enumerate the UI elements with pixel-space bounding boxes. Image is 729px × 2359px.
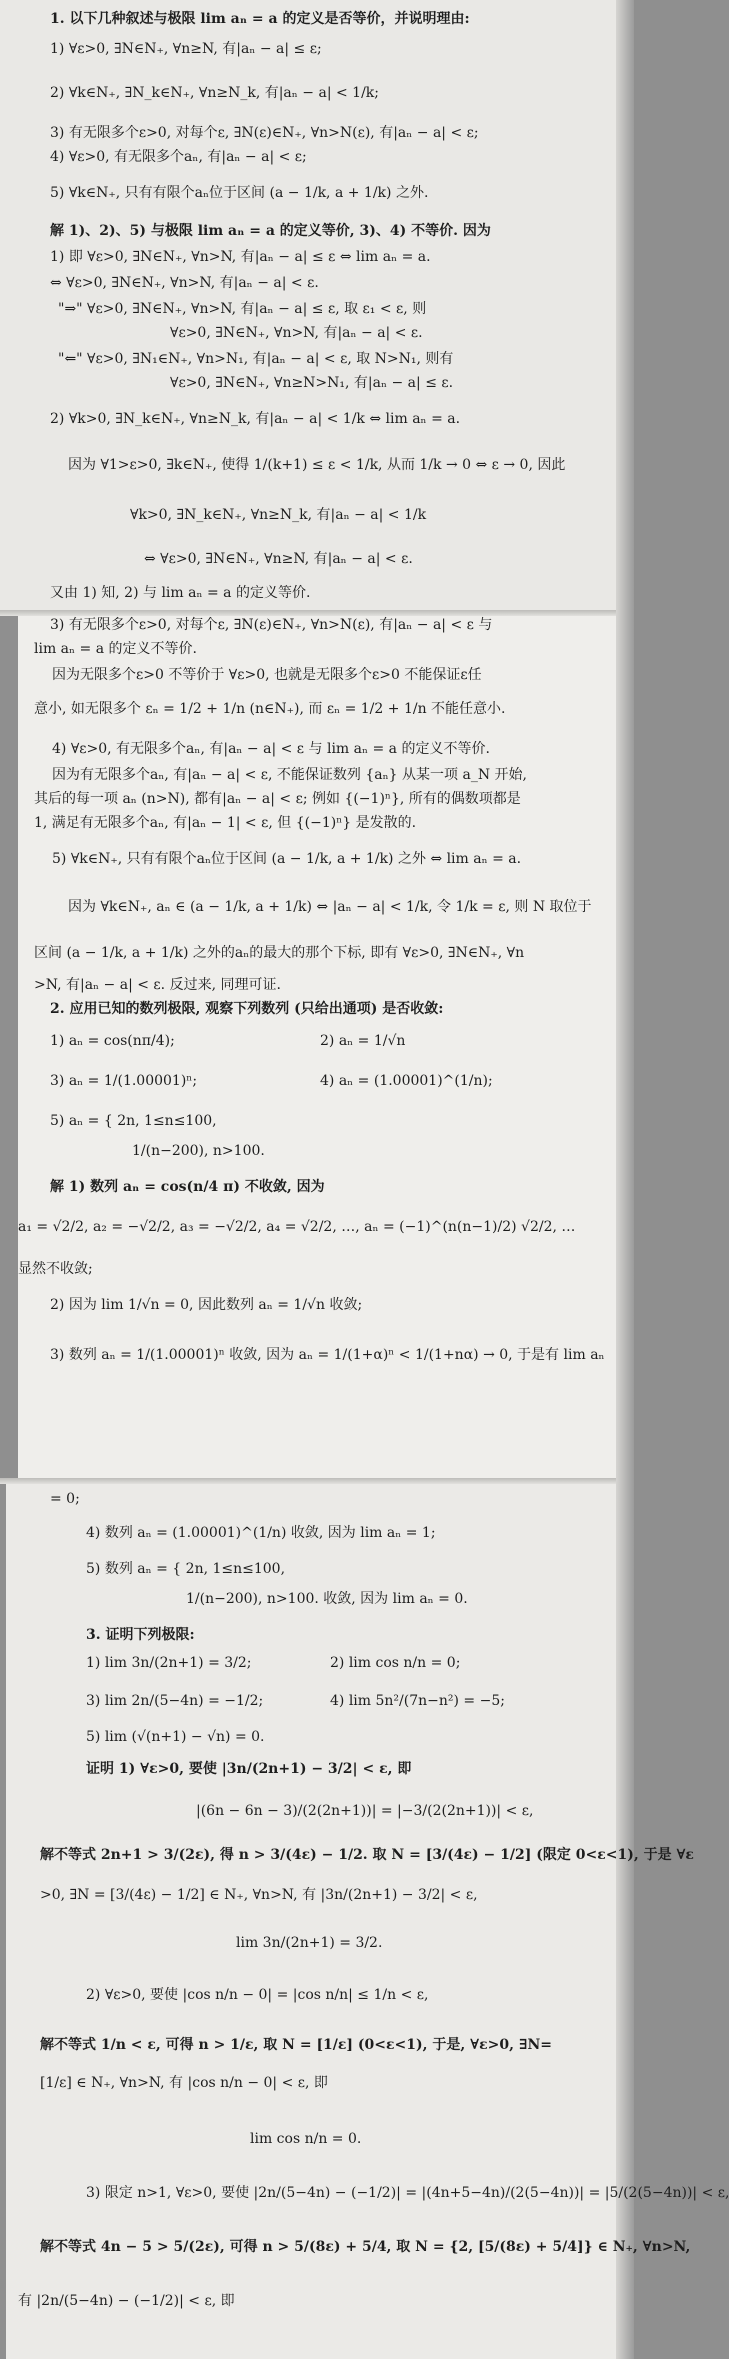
text-line: >0, ∃N = [3/(4ε) − 1/2] ∈ N₊, ∀n>N, 有 |3n/(2n+1) − 3/2| < ε, xyxy=(40,1887,478,1903)
text-line: ⇔ ∀ε>0, ∃N∈N₊, ∀n>N, 有|aₙ − a| < ε. xyxy=(50,275,319,291)
text-line: 3) lim 2n/(5−4n) = −1/2; xyxy=(86,1693,264,1709)
text-line: 2) lim cos n/n = 0; xyxy=(330,1655,461,1671)
text-line: |(6n − 6n − 3)/(2(2n+1))| = |−3/(2(2n+1))| < ε, xyxy=(196,1803,534,1819)
text-line: 其后的每一项 aₙ (n>N), 都有|aₙ − a| < ε; 例如 {(−1)ⁿ}, 所有的偶数项都是 xyxy=(34,791,521,807)
text-line: 解不等式 1/n < ε, 可得 n > 1/ε, 取 N = [1/ε] (0<ε<1), 于是, ∀ε>0, ∃N= xyxy=(40,2037,553,2053)
text-line: 5) lim (√(n+1) − √n) = 0. xyxy=(86,1729,265,1745)
text-line: 因为无限多个ε>0 不等价于 ∀ε>0, 也就是无限多个ε>0 不能保证ε任 xyxy=(52,667,482,683)
text-line: 又由 1) 知, 2) 与 lim aₙ = a 的定义等价. xyxy=(50,585,311,601)
text-line: 3) 有无限多个ε>0, 对每个ε, ∃N(ε)∈N₊, ∀n>N(ε), 有|aₙ − a| < ε; xyxy=(50,125,479,141)
text-line: 5) aₙ = { 2n, 1≤n≤100, xyxy=(50,1113,217,1129)
text-line: lim cos n/n = 0. xyxy=(250,2131,362,2147)
text-line: 1/(n−200), n>100. xyxy=(132,1143,265,1159)
scan-strip-bottom xyxy=(6,1482,634,2359)
text-line: 解 1) 数列 aₙ = cos(n/4 π) 不收敛, 因为 xyxy=(50,1179,325,1195)
text-line: 1. 以下几种叙述与极限 lim aₙ = a 的定义是否等价，并说明理由: xyxy=(50,11,470,27)
text-line: 3) aₙ = 1/(1.00001)ⁿ; xyxy=(50,1073,198,1089)
text-line: 2) 因为 lim 1/√n = 0, 因此数列 aₙ = 1/√n 收敛; xyxy=(50,1297,363,1313)
text-line: 证明 1) ∀ε>0, 要使 |3n/(2n+1) − 3/2| < ε, 即 xyxy=(86,1761,412,1777)
text-line: 显然不收敛; xyxy=(18,1261,93,1277)
text-line: ⇔ ∀ε>0, ∃N∈N₊, ∀n≥N, 有|aₙ − a| < ε. xyxy=(144,551,413,567)
text-line: lim 3n/(2n+1) = 3/2. xyxy=(236,1935,383,1951)
text-line: 解不等式 2n+1 > 3/(2ε), 得 n > 3/(4ε) − 1/2. 取 N = [3/(4ε) − 1/2] (限定 0<ε<1), 于是 ∀ε xyxy=(40,1847,694,1863)
text-line: 5) 数列 aₙ = { 2n, 1≤n≤100, xyxy=(86,1561,286,1577)
text-line: 4) ∀ε>0, 有无限多个aₙ, 有|aₙ − a| < ε 与 lim aₙ = a 的定义不等价. xyxy=(52,741,490,757)
text-line: 3) 数列 aₙ = 1/(1.00001)ⁿ 收敛, 因为 aₙ = 1/(1+α)ⁿ < 1/(1+nα) → 0, 于是有 lim aₙ xyxy=(50,1347,605,1363)
text-line: a₁ = √2/2, a₂ = −√2/2, a₃ = −√2/2, a₄ = √2/2, …, aₙ = (−1)^(n(n−1)/2) √2/2, … xyxy=(18,1219,576,1235)
text-line: 解 1)、2)、5) 与极限 lim aₙ = a 的定义等价, 3)、4) 不等价. 因为 xyxy=(50,223,491,239)
text-line: [1/ε] ∈ N₊, ∀n>N, 有 |cos n/n − 0| < ε, 即 xyxy=(40,2075,328,2091)
text-line: ∀ε>0, ∃N∈N₊, ∀n>N, 有|aₙ − a| < ε. xyxy=(170,325,423,341)
text-line: 解不等式 4n − 5 > 5/(2ε), 可得 n > 5/(8ε) + 5/4, 取 N = {2, [5/(8ε) + 5/4]} ∈ N₊, ∀n>N, xyxy=(40,2239,691,2255)
text-line: "⇐" ∀ε>0, ∃N₁∈N₊, ∀n>N₁, 有|aₙ − a| < ε, 取 N>N₁, 则有 xyxy=(58,351,454,367)
text-line: 1/(n−200), n>100. 收敛, 因为 lim aₙ = 0. xyxy=(186,1591,468,1607)
text-line: 5) ∀k∈N₊, 只有有限个aₙ位于区间 (a − 1/k, a + 1/k) 之外 ⇔ lim aₙ = a. xyxy=(52,851,522,867)
text-line: 5) ∀k∈N₊, 只有有限个aₙ位于区间 (a − 1/k, a + 1/k) 之外. xyxy=(50,185,429,201)
text-line: 2) aₙ = 1/√n xyxy=(320,1033,406,1049)
text-line: 因为 ∀k∈N₊, aₙ ∈ (a − 1/k, a + 1/k) ⇔ |aₙ − a| < 1/k, 令 1/k = ε, 则 N 取位于 xyxy=(68,899,592,915)
text-line: 1, 满足有无限多个aₙ, 有|aₙ − 1| < ε, 但 {(−1)ⁿ} 是发散的. xyxy=(34,815,417,831)
text-line: 2) ∀k∈N₊, ∃N_k∈N₊, ∀n≥N_k, 有|aₙ − a| < 1/k; xyxy=(50,85,379,101)
text-line: ∀ε>0, ∃N∈N₊, ∀n≥N>N₁, 有|aₙ − a| ≤ ε. xyxy=(170,375,454,391)
text-line: 1) 即 ∀ε>0, ∃N∈N₊, ∀n>N, 有|aₙ − a| ≤ ε ⇔ lim aₙ = a. xyxy=(50,249,431,265)
text-line: 3) 限定 n>1, ∀ε>0, 要使 |2n/(5−4n) − (−1/2)| = |(4n+5−4n)/(2(5−4n))| = |5/(2(5−4n))| < ε, xyxy=(86,2185,729,2201)
page-edge-shadow xyxy=(616,0,634,2359)
text-line: 4) aₙ = (1.00001)^(1/n); xyxy=(320,1073,493,1089)
text-line: 因为有无限多个aₙ, 有|aₙ − a| < ε, 不能保证数列 {aₙ} 从某一项 a_N 开始, xyxy=(52,767,527,783)
text-line: = 0; xyxy=(50,1491,80,1507)
page-fold xyxy=(0,1478,634,1484)
text-line: 3. 证明下列极限: xyxy=(86,1627,195,1643)
text-line: 有 |2n/(5−4n) − (−1/2)| < ε, 即 xyxy=(18,2293,235,2309)
text-line: 1) lim 3n/(2n+1) = 3/2; xyxy=(86,1655,252,1671)
text-line: "⇒" ∀ε>0, ∃N∈N₊, ∀n>N, 有|aₙ − a| ≤ ε, 取 ε₁ < ε, 则 xyxy=(58,301,427,317)
text-line: 区间 (a − 1/k, a + 1/k) 之外的aₙ的最大的那个下标, 即有 ∀ε>0, ∃N∈N₊, ∀n xyxy=(34,945,525,961)
text-line: 因为 ∀1>ε>0, ∃k∈N₊, 使得 1/(k+1) ≤ ε < 1/k, 从而 1/k → 0 ⇔ ε → 0, 因此 xyxy=(68,457,566,473)
text-line: 2. 应用已知的数列极限, 观察下列数列 (只给出通项) 是否收敛: xyxy=(50,1001,444,1017)
text-line: lim aₙ = a 的定义不等价. xyxy=(34,641,197,657)
text-line: ∀k>0, ∃N_k∈N₊, ∀n≥N_k, 有|aₙ − a| < 1/k xyxy=(130,507,427,523)
text-line: >N, 有|aₙ − a| < ε. 反过来, 同理可证. xyxy=(34,977,281,993)
text-line: 3) 有无限多个ε>0, 对每个ε, ∃N(ε)∈N₊, ∀n>N(ε), 有|aₙ − a| < ε 与 xyxy=(50,617,493,633)
text-line: 2) ∀k>0, ∃N_k∈N₊, ∀n≥N_k, 有|aₙ − a| < 1/k ⇔ lim aₙ = a. xyxy=(50,411,461,427)
text-line: 1) ∀ε>0, ∃N∈N₊, ∀n≥N, 有|aₙ − a| ≤ ε; xyxy=(50,41,322,57)
text-line: 4) ∀ε>0, 有无限多个aₙ, 有|aₙ − a| < ε; xyxy=(50,149,307,165)
text-line: 4) lim 5n²/(7n−n²) = −5; xyxy=(330,1693,505,1709)
text-line: 4) 数列 aₙ = (1.00001)^(1/n) 收敛, 因为 lim aₙ = 1; xyxy=(86,1525,436,1541)
text-line: 2) ∀ε>0, 要使 |cos n/n − 0| = |cos n/n| ≤ 1/n < ε, xyxy=(86,1987,429,2003)
text-line: 意小, 如无限多个 εₙ = 1/2 + 1/n (n∈N₊), 而 εₙ = 1/2 + 1/n 不能任意小. xyxy=(34,701,506,717)
text-line: 1) aₙ = cos(nπ/4); xyxy=(50,1033,175,1049)
